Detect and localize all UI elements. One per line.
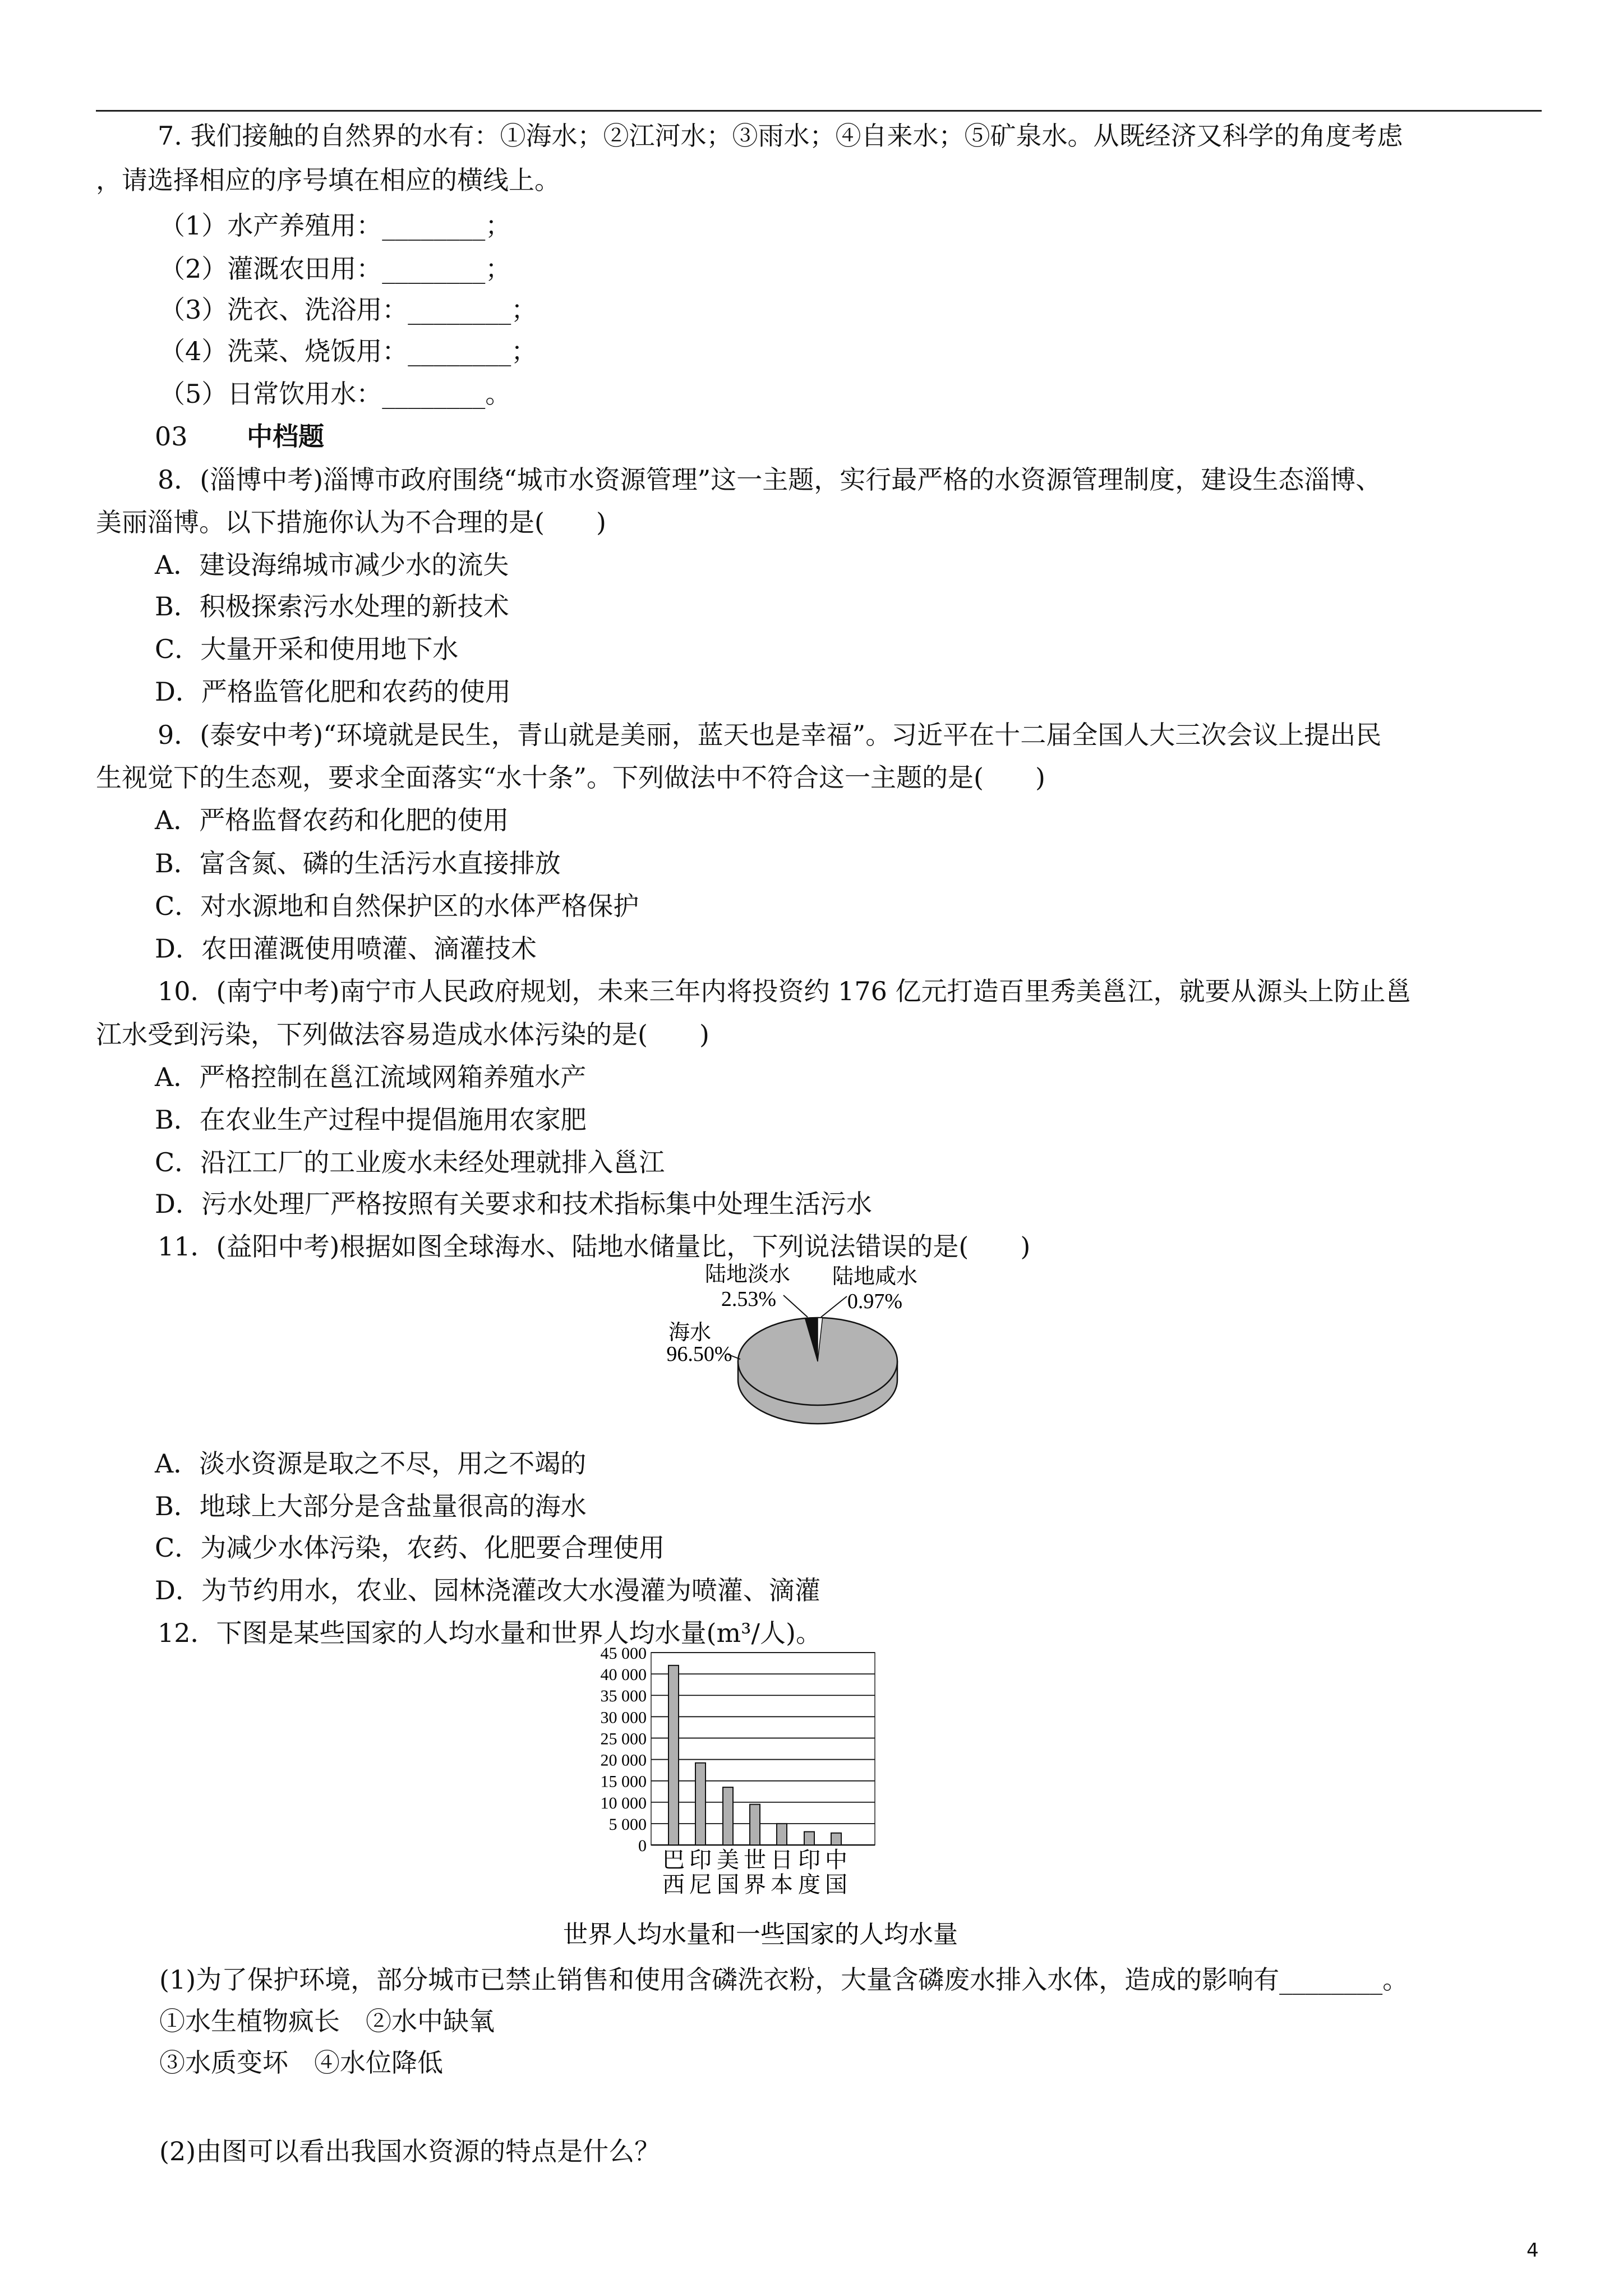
pie-label-saline: 陆地咸水 [832,1265,918,1289]
x-category-label: 中 [825,1847,847,1872]
bar [831,1833,841,1845]
pie-value-sea: 96.50% [666,1342,732,1366]
water-storage-pie-chart [645,1257,1038,1447]
x-category-label: 世 [744,1847,766,1872]
q12-sub1: (1)为了保护环境，部分城市已禁止销售和使用含磷洗衣粉，大量含磷废水排入水体，造成的影响有________。 [159,1964,1409,1995]
pie-value-fresh: 2.53% [721,1287,777,1311]
q10-option-a: A．严格控制在邕江流域网箱养殖水产 [155,1062,587,1092]
q7-item-1: （1）水产养殖用：________； [159,210,511,241]
q12-sub2: (2)由图可以看出我国水资源的特点是什么？ [159,2136,661,2166]
y-tick-label: 40 000 [600,1665,647,1685]
q10-line1: 10．(南宁中考)南宁市人民政府规划，未来三年内将投资约 176 亿元打造百里秀美邕江，就要从源头上防止邕 [158,976,1412,1006]
q9-option-b: B．富含氮、磷的生活污水直接排放 [155,848,561,878]
q10-line2: 江水受到污染，下列做法容易造成水体污染的是( ) [96,1019,709,1050]
q12-sub1-options-2: ③水质变坏 ④水位降低 [159,2047,443,2078]
q8-option-c: C．大量开采和使用地下水 [155,634,459,664]
x-category-label: 尼 [689,1872,712,1897]
section-title: 中档题 [247,421,324,452]
y-tick-label: 0 [638,1837,647,1855]
q9-line1: 9．(泰安中考)“环境就是民生，青山就是美丽，蓝天也是幸福”。习近平在十二届全国人大三次会议上提出民 [158,720,1382,750]
q9-option-d: D．农田灌溉使用喷灌、滴灌技术 [155,933,537,964]
q8-line1: 8．(淄博中考)淄博市政府围绕“城市水资源管理”这一主题，实行最严格的水资源管理制度，建设生态淄博、 [158,464,1382,495]
x-category-label: 西 [662,1872,685,1897]
q8-option-d: D．严格监管化肥和农药的使用 [155,677,511,707]
x-category-label: 印 [798,1847,820,1872]
q11-option-b: B．地球上大部分是含盐量很高的海水 [155,1491,587,1521]
bar [695,1763,706,1845]
water-per-capita-bar-chart [561,1641,958,1955]
bar [777,1824,787,1845]
q10-option-d: D．污水处理厂严格按照有关要求和技术指标集中处理生活污水 [155,1189,872,1219]
x-category-label: 国 [717,1872,739,1897]
q10-option-b: B．在农业生产过程中提倡施用农家肥 [155,1105,587,1135]
q7-item-2: （2）灌溉农田用：________； [159,254,511,284]
q7-item-4: （4）洗菜、烧饭用：________； [159,336,537,366]
y-tick-label: 15 000 [600,1772,647,1791]
section-number: 03 [155,421,188,452]
x-category-label: 日 [771,1847,793,1872]
q7-line2: ，请选择相应的序号填在相应的横线上。 [96,165,560,195]
q12-line1: 12．下图是某些国家的人均水量和世界人均水量(m³/人)。 [158,1618,822,1648]
q9-line2: 生视觉下的生态观，要求全面落实“水十条”。下列做法中不符合这一主题的是( ) [96,762,1045,793]
y-tick-label: 10 000 [600,1793,647,1812]
x-category-label: 美 [717,1847,739,1872]
y-tick-label: 30 000 [600,1708,647,1727]
pie-leader-saline [821,1296,847,1317]
q10-option-c: C．沿江工厂的工业废水未经处理就排入邕江 [155,1147,665,1177]
q7-item-3: （3）洗衣、洗浴用：________； [159,295,537,325]
page-number: 4 [1527,2239,1539,2262]
bar-chart-title: 世界人均水量和一些国家的人均水量 [563,1921,958,1948]
q7-item-5: （5）日常饮用水：________。 [159,379,511,409]
q11-line1: 11．(益阳中考)根据如图全球海水、陆地水储量比，下列说法错误的是( ) [158,1231,1031,1262]
x-category-label: 度 [798,1872,820,1897]
bar [723,1787,733,1845]
bar [750,1805,760,1845]
pie-label-fresh: 陆地淡水 [704,1263,791,1286]
q9-option-a: A．严格监督农药和化肥的使用 [155,805,509,835]
y-tick-label: 20 000 [600,1751,647,1770]
y-tick-label: 45 000 [600,1644,647,1663]
q7-line1: 7. 我们接触的自然界的水有：①海水；②江河水；③雨水；④自来水；⑤矿泉水。从既经济又科学的角度考虑 [158,121,1403,151]
x-category-label: 国 [825,1872,847,1897]
plot-frame [651,1653,875,1845]
q11-option-c: C．为减少水体污染，农药、化肥要合理使用 [155,1533,665,1563]
pie-label-sea: 海水 [668,1321,712,1345]
x-category-label: 界 [744,1872,766,1897]
q11-option-d: D．为节约用水，农业、园林浇灌改大水漫灌为喷灌、滴灌 [155,1575,820,1605]
x-category-label: 巴 [662,1847,685,1872]
pie-value-saline: 0.97% [847,1290,903,1313]
q8-option-a: A．建设海绵城市减少水的流失 [155,550,509,580]
q11-option-a: A．淡水资源是取之不尽，用之不竭的 [155,1448,587,1479]
bar [804,1832,814,1845]
y-tick-label: 25 000 [600,1729,647,1749]
q8-option-b: B．积极探索污水处理的新技术 [155,591,509,622]
bar [668,1665,679,1845]
q9-option-c: C．对水源地和自然保护区的水体严格保护 [155,891,639,921]
x-category-label: 印 [689,1847,712,1872]
x-category-label: 本 [771,1872,793,1897]
y-tick-label: 5 000 [608,1815,647,1834]
q12-sub1-options-1: ①水生植物疯长 ②水中缺氧 [159,2006,495,2036]
pie-leader-fresh [783,1295,808,1317]
q8-line2: 美丽淄博。以下措施你认为不合理的是( ) [96,507,606,537]
top-rule [96,110,1542,112]
y-tick-label: 35 000 [600,1687,647,1706]
